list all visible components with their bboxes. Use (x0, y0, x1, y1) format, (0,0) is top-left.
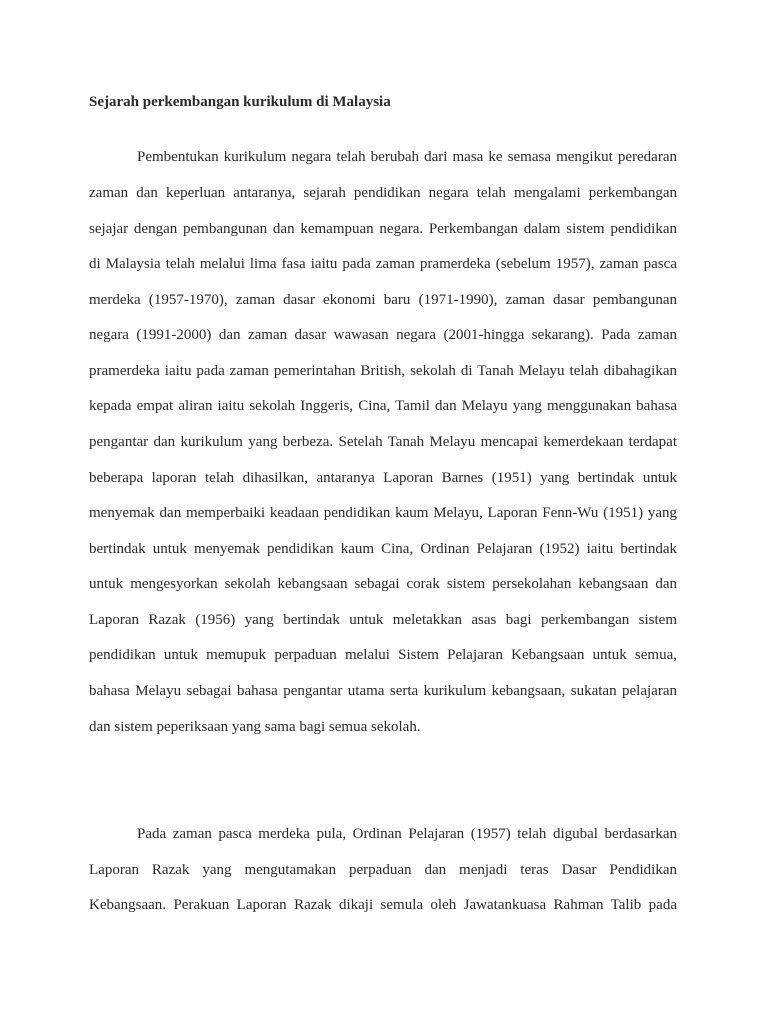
paragraph-1-line-12: bertindak untuk menyemak pendidikan kaum Cina, Ordinan Pelajaran (1952) iaitu bertindak (89, 541, 677, 557)
paragraph-1-line-2: zaman dan keperluan antaranya, sejarah pendidikan negara telah mengalami perkembangan (89, 185, 677, 201)
paragraph-1-line-9: pengantar dan kurikulum yang berbeza. Setelah Tanah Melayu mencapai kemerdekaan terdapat (89, 434, 677, 450)
paragraph-1-line-15: pendidikan untuk memupuk perpaduan melalui Sistem Pelajaran Kebangsaan untuk semua, (89, 647, 677, 663)
paragraph-2-line-3: Kebangsaan. Perakuan Laporan Razak dikaji semula oleh Jawatankuasa Rahman Talib pada (89, 897, 677, 913)
paragraph-2-line-2: Laporan Razak yang mengutamakan perpaduan dan menjadi teras Dasar Pendidikan (89, 862, 677, 878)
paragraph-1-line-13: untuk mengesyorkan sekolah kebangsaan sebagai corak sistem persekolahan kebangsaan dan (89, 576, 677, 592)
paragraph-1-line-3: sejajar dengan pembangunan dan kemampuan negara. Perkembangan dalam sistem pendidikan (89, 221, 677, 237)
paragraph-1-line-14: Laporan Razak (1956) yang bertindak untuk meletakkan asas bagi perkembangan sistem (89, 612, 677, 628)
paragraph-1-line-4: di Malaysia telah melalui lima fasa iaitu pada zaman pramerdeka (sebelum 1957), zaman pasca (89, 256, 677, 272)
paragraph-1-line-16: bahasa Melayu sebagai bahasa pengantar utama serta kurikulum kebangsaan, sukatan pelajaran (89, 683, 677, 699)
document-title: Sejarah perkembangan kurikulum di Malaysia (89, 94, 391, 110)
paragraph-1-line-5: merdeka (1957-1970), zaman dasar ekonomi baru (1971-1990), zaman dasar pembangunan (89, 292, 677, 308)
paragraph-2-line-1: Pada zaman pasca merdeka pula, Ordinan Pelajaran (1957) telah digubal berdasarkan (137, 826, 677, 842)
paragraph-1-line-8: kepada empat aliran iaitu sekolah Inggeris, Cina, Tamil dan Melayu yang menggunakan bahasa (89, 398, 677, 414)
paragraph-1-line-17: dan sistem peperiksaan yang sama bagi semua sekolah. (89, 719, 421, 735)
paragraph-1-line-1: Pembentukan kurikulum negara telah berubah dari masa ke semasa mengikut peredaran (137, 149, 677, 165)
paragraph-1-line-7: pramerdeka iaitu pada zaman pemerintahan British, sekolah di Tanah Melayu telah dibahagikan (89, 363, 677, 379)
paragraph-1-line-6: negara (1991-2000) dan zaman dasar wawasan negara (2001-hingga sekarang). Pada zaman (89, 327, 677, 343)
paragraph-1-line-10: beberapa laporan telah dihasilkan, antaranya Laporan Barnes (1951) yang bertindak untuk (89, 470, 677, 486)
paragraph-1-line-11: menyemak dan memperbaiki keadaan pendidikan kaum Melayu, Laporan Fenn-Wu (1951) yang (89, 505, 677, 521)
